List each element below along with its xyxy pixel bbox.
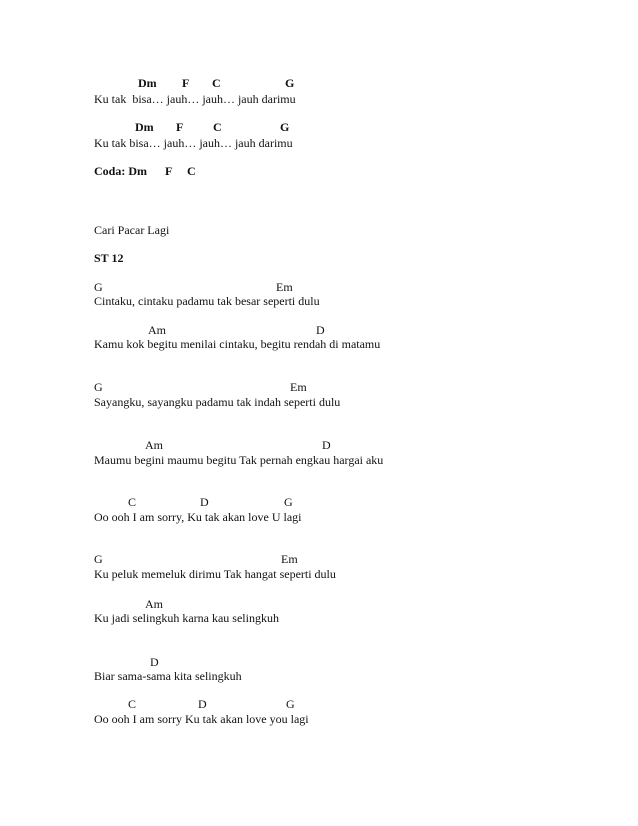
song-code: ST 12 <box>94 251 124 265</box>
chord-c: C <box>187 164 196 178</box>
chord-em: Em <box>276 280 293 294</box>
chord-g: G <box>286 697 295 711</box>
chord-d: D <box>150 655 159 669</box>
lyric-line: Ku tak bisa… jauh… jauh… jauh darimu <box>94 136 293 150</box>
lyric-line: Oo ooh I am sorry Ku tak akan love you lagi <box>94 712 309 726</box>
chord-dm: Dm <box>135 120 154 134</box>
chord-f: F <box>182 76 190 90</box>
lyric-line: Maumu begini maumu begitu Tak pernah engkau hargai aku <box>94 453 384 467</box>
song-title: Cari Pacar Lagi <box>94 223 170 237</box>
chord-g: G <box>280 120 290 134</box>
chord-g: G <box>94 552 103 566</box>
chord-em: Em <box>281 552 298 566</box>
chord-d: D <box>198 697 207 711</box>
lyric-line: Cintaku, cintaku padamu tak besar seperti dulu <box>94 294 320 308</box>
chord-c: C <box>128 495 137 509</box>
lyric-line: Biar sama-sama kita selingkuh <box>94 669 242 683</box>
chord-c: C <box>212 76 221 90</box>
lyric-line: Oo ooh I am sorry, Ku tak akan love U lagi <box>94 510 302 524</box>
chord-g: G <box>285 76 295 90</box>
lyric-line: Ku jadi selingkuh karna kau selingkuh <box>94 611 279 625</box>
chord-am: Am <box>148 323 166 337</box>
chord-d: D <box>200 495 209 509</box>
chord-g: G <box>284 495 293 509</box>
coda-label: Coda: Dm <box>94 164 147 178</box>
chord-c: C <box>128 697 137 711</box>
chord-f: F <box>176 120 184 134</box>
lyric-line: Sayangku, sayangku padamu tak indah seperti dulu <box>94 395 341 409</box>
chord-g: G <box>94 280 103 294</box>
chord-dm: Dm <box>138 76 157 90</box>
lyric-line: Ku tak bisa… jauh… jauh… jauh darimu <box>94 92 296 106</box>
lyric-line: Kamu kok begitu menilai cintaku, begitu rendah di matamu <box>94 337 381 351</box>
chord-c: C <box>213 120 222 134</box>
chord-am: Am <box>145 597 163 611</box>
chord-em: Em <box>290 380 307 394</box>
lyric-line: Ku peluk memeluk dirimu Tak hangat seperti dulu <box>94 567 336 581</box>
chord-g: G <box>94 380 103 394</box>
chord-f: F <box>165 164 173 178</box>
chord-d: D <box>316 323 325 337</box>
chord-d: D <box>322 438 331 452</box>
chord-am: Am <box>145 438 163 452</box>
